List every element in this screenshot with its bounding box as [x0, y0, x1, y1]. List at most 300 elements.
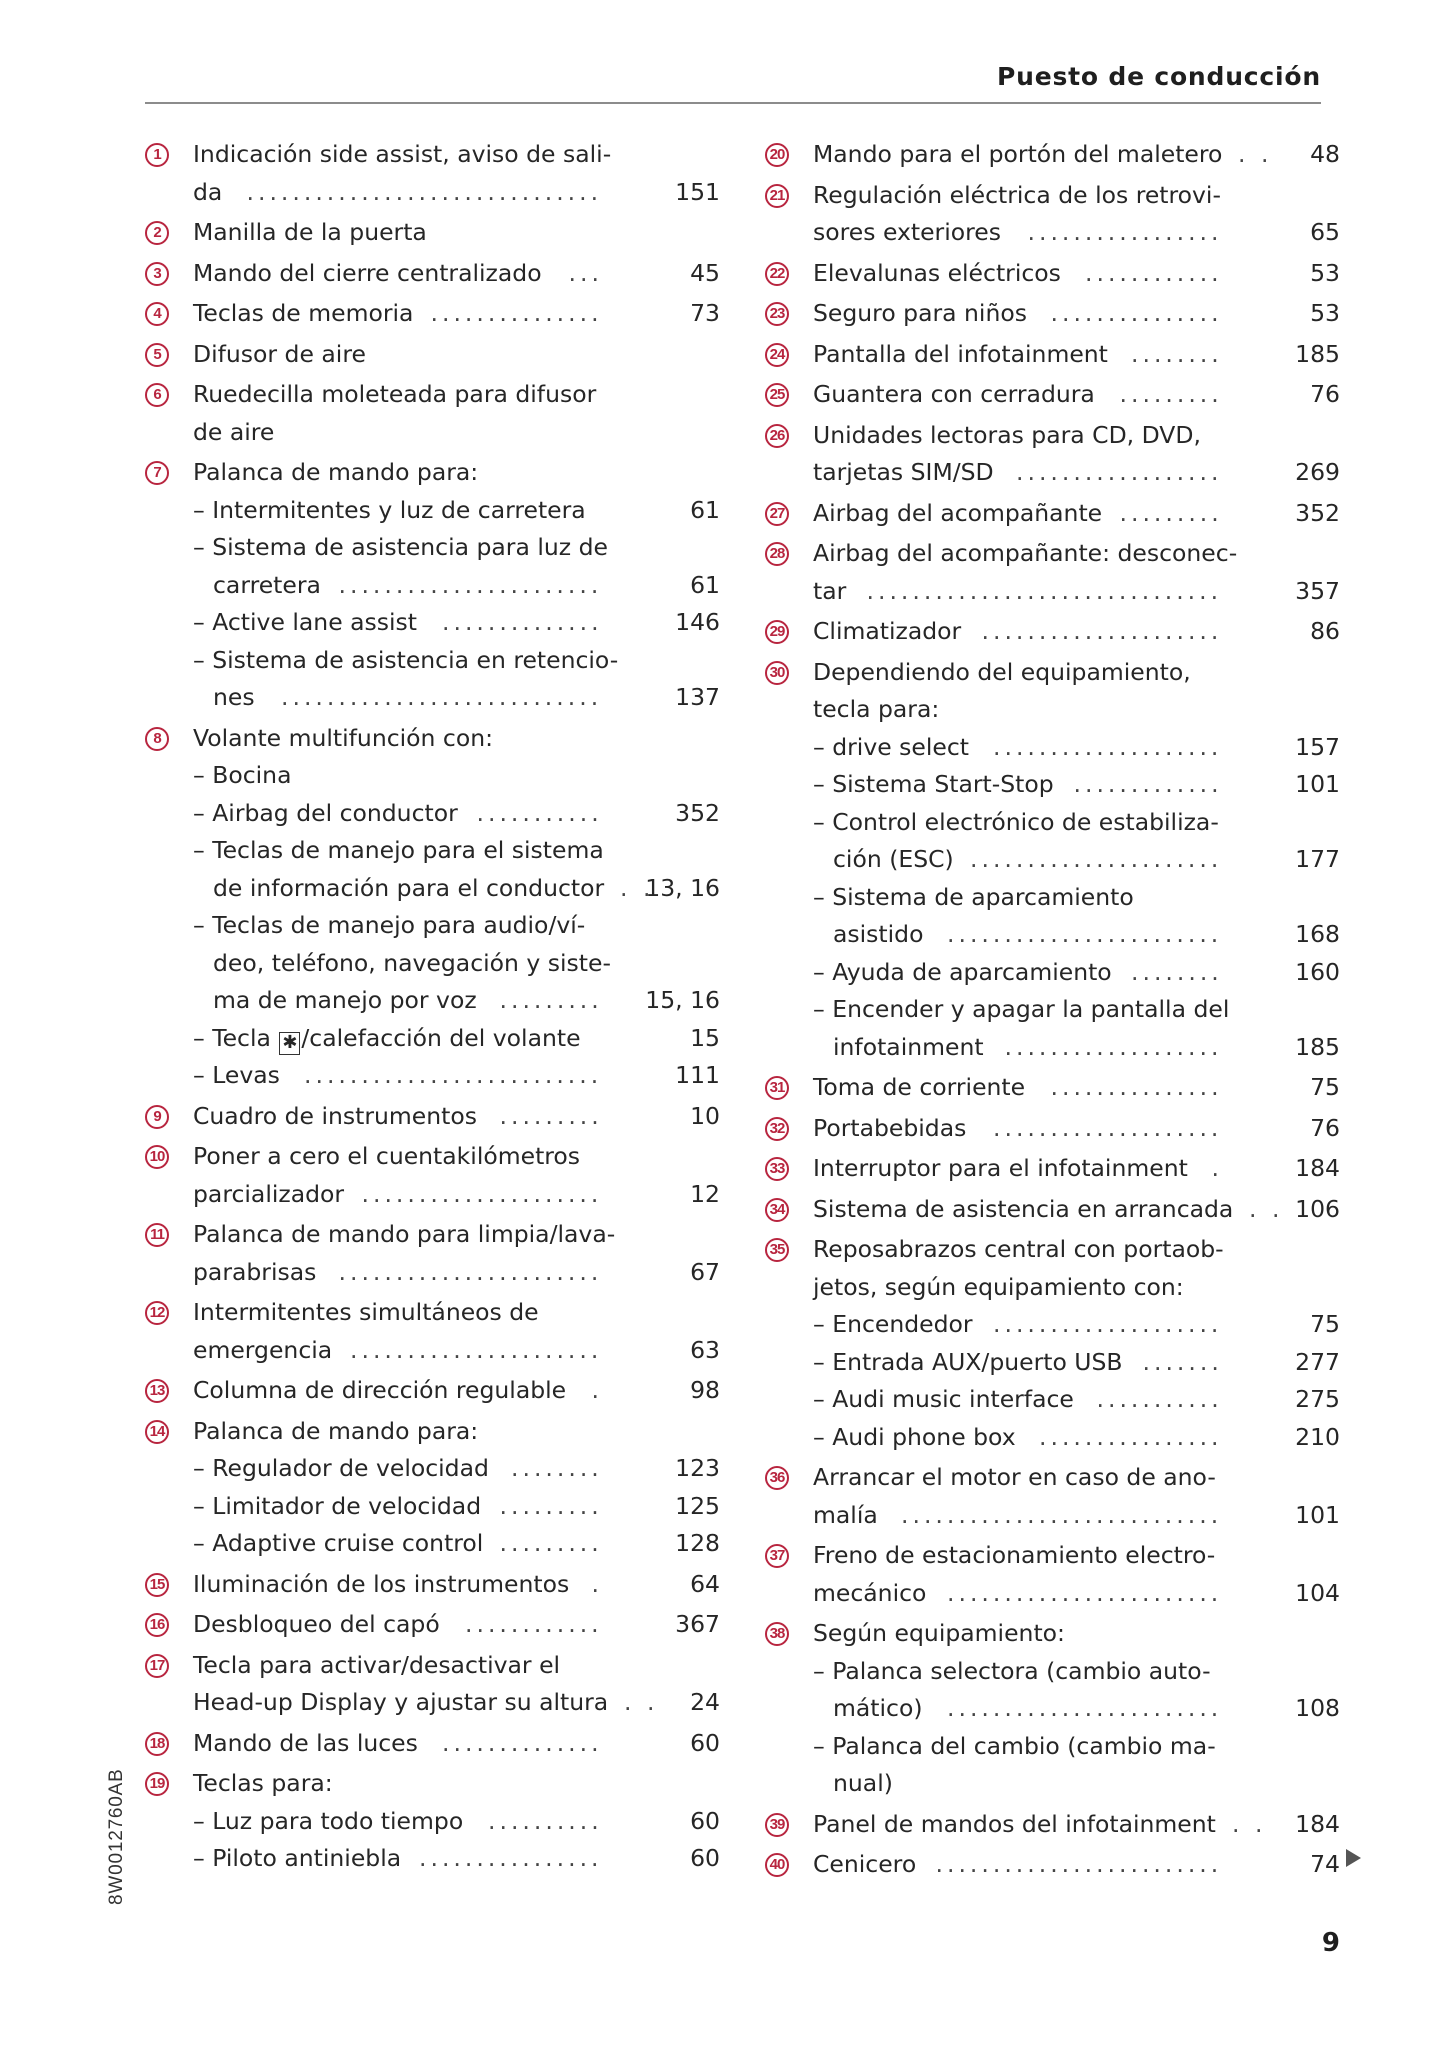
legend-subitem — [145, 1020, 720, 1058]
leader-dots: ............... — [1050, 299, 1223, 327]
legend-entry — [145, 136, 720, 211]
legend-entry — [145, 1566, 720, 1604]
legend-text: – Audi music interface — [813, 1385, 1074, 1413]
callout-number-badge: 24 — [765, 343, 789, 367]
legend-text: Palanca de mando para: — [193, 458, 479, 486]
page-reference: 86 — [1310, 617, 1340, 645]
legend-subitem — [145, 1450, 720, 1488]
legend-text: Dependiendo del equipamiento, — [813, 657, 1191, 686]
legend-entry — [145, 1413, 720, 1563]
legend-line — [765, 1575, 1340, 1613]
callout-number-badge: 19 — [145, 1772, 169, 1796]
legend-text: tarjetas SIM/SD — [813, 458, 994, 486]
callout-number-badge: 37 — [765, 1544, 789, 1568]
callout-number-badge: 9 — [145, 1105, 169, 1129]
legend-text: Arrancar el motor en caso de ano- — [813, 1463, 1216, 1491]
leader-dots: . — [591, 1569, 603, 1598]
legend-line — [765, 654, 1340, 692]
callout-number-badge: 12 — [145, 1301, 169, 1325]
legend-line — [765, 417, 1340, 455]
leader-dots: ........ — [511, 1454, 603, 1482]
legend-line — [145, 567, 720, 605]
legend-entry — [765, 295, 1340, 333]
legend-text: – Ayuda de aparcamiento — [813, 957, 1112, 986]
legend-line — [145, 1606, 720, 1644]
legend-text: infotainment — [833, 1032, 984, 1061]
legend-text: – Palanca selectora (cambio auto- — [813, 1656, 1211, 1685]
legend-line — [765, 295, 1340, 333]
legend-text: – Intermitentes y luz de carretera — [193, 495, 586, 524]
legend-line — [145, 255, 720, 293]
callout-number-badge: 3 — [145, 262, 169, 286]
page-reference: 277 — [1295, 1347, 1340, 1376]
page-reference: 10 — [690, 1101, 720, 1130]
legend-line — [765, 495, 1340, 533]
legend-line — [765, 1765, 1340, 1803]
header-rule — [145, 102, 1321, 104]
page-reference: 184 — [1295, 1809, 1340, 1838]
left-column-legend — [145, 136, 720, 1881]
callout-number-badge: 28 — [765, 542, 789, 566]
page-reference: 60 — [690, 1844, 720, 1872]
legend-subitem — [145, 604, 720, 642]
page-reference: 76 — [1310, 380, 1340, 408]
leader-dots: ............ — [1085, 258, 1223, 287]
document-code: 8W0012760AB — [106, 1768, 127, 1905]
page-reference: 104 — [1295, 1578, 1340, 1607]
legend-text: tecla para: — [813, 695, 940, 723]
legend-subitem — [765, 879, 1340, 917]
legend-line — [145, 982, 720, 1020]
legend-line — [145, 1098, 720, 1136]
legend-line — [765, 1846, 1340, 1884]
legend-line — [145, 720, 720, 758]
legend-text: Interruptor para el infotainment — [813, 1154, 1188, 1182]
leader-dots: ........... — [1096, 1385, 1223, 1413]
legend-text: – Audi phone box — [813, 1422, 1016, 1451]
legend-entry — [765, 1806, 1340, 1844]
page-number: 9 — [1321, 1928, 1340, 1958]
legend-entry — [765, 1191, 1340, 1229]
legend-subitem — [765, 804, 1340, 842]
page-reference: 73 — [690, 299, 720, 327]
legend-text: Mando de las luces — [193, 1728, 418, 1757]
leader-dots: . . — [620, 873, 655, 902]
leader-dots: ..................... — [361, 1179, 603, 1208]
legend-text: Manilla de la puerta — [193, 218, 427, 246]
page-reference: 151 — [675, 177, 720, 206]
callout-number-badge: 21 — [765, 184, 789, 208]
legend-entry — [765, 336, 1340, 374]
callout-number-badge: 31 — [765, 1076, 789, 1100]
legend-entry — [765, 177, 1340, 252]
legend-text: – Regulador de velocidad — [193, 1454, 489, 1482]
legend-text: – Sistema Start-Stop — [813, 770, 1054, 798]
legend-entry — [765, 654, 1340, 1067]
page-reference: 168 — [1295, 920, 1340, 948]
legend-text: Unidades lectoras para CD, DVD, — [813, 420, 1201, 449]
legend-line — [145, 1332, 720, 1370]
legend-entry — [145, 1725, 720, 1763]
legend-text: Teclas de memoria — [193, 299, 414, 327]
page-reference: 64 — [690, 1569, 720, 1598]
callout-number-badge: 29 — [765, 620, 789, 644]
page-reference: 357 — [1295, 576, 1340, 605]
legend-text: – Piloto antiniebla — [193, 1844, 402, 1872]
leader-dots: ................ — [419, 1844, 603, 1872]
callout-number-badge: 5 — [145, 343, 169, 367]
legend-text: Toma de corriente — [813, 1073, 1026, 1101]
callout-number-badge: 26 — [765, 424, 789, 448]
legend-text: Freno de estacionamiento electro- — [813, 1541, 1216, 1569]
callout-number-badge: 1 — [145, 143, 169, 167]
legend-entry — [765, 1069, 1340, 1107]
legend-text: Indicación side assist, aviso de sali- — [193, 140, 612, 168]
legend-text: – drive select — [813, 732, 969, 761]
page-header-title: Puesto de conducción — [996, 62, 1321, 91]
legend-line — [765, 454, 1340, 492]
continue-arrow-icon — [1346, 1849, 1361, 1867]
page-reference: 101 — [1295, 770, 1340, 798]
legend-text: Airbag del acompañante: desconec- — [813, 539, 1238, 567]
legend-text: – Encendedor — [813, 1310, 973, 1338]
legend-entry — [765, 1537, 1340, 1612]
legend-entry — [145, 1372, 720, 1410]
legend-text: Regulación eléctrica de los retrovi- — [813, 180, 1221, 209]
callout-number-badge: 27 — [765, 502, 789, 526]
leader-dots: ............... — [1050, 1073, 1223, 1101]
legend-text: Columna de dirección regulable — [193, 1376, 567, 1404]
leader-dots: .......... — [488, 1806, 603, 1835]
legend-entry — [765, 1615, 1340, 1803]
leader-dots: ............................ — [901, 1500, 1223, 1529]
legend-line — [765, 613, 1340, 651]
page-reference: 106 — [1295, 1194, 1340, 1223]
legend-line — [765, 177, 1340, 215]
legend-line — [145, 870, 720, 908]
legend-text: – Sistema de asistencia en retencio- — [193, 645, 619, 674]
callout-number-badge: 22 — [765, 262, 789, 286]
callout-number-badge: 2 — [145, 221, 169, 245]
legend-text: – Teclas de manejo para el sistema — [193, 836, 604, 864]
page-reference: 111 — [675, 1061, 720, 1089]
legend-text: – Bocina — [193, 761, 292, 789]
leader-dots: .............. — [442, 608, 603, 636]
legend-line — [765, 1110, 1340, 1148]
legend-subitem — [145, 832, 720, 870]
legend-text: malía — [813, 1500, 878, 1529]
callout-number-badge: 8 — [145, 727, 169, 751]
callout-number-badge: 40 — [765, 1853, 789, 1877]
legend-text: Panel de mandos del infotainment — [813, 1809, 1216, 1838]
leader-dots: . . — [1249, 1194, 1284, 1223]
callout-number-badge: 18 — [145, 1732, 169, 1756]
legend-text: da — [193, 177, 223, 206]
legend-subitem — [145, 1488, 720, 1526]
leader-dots: ............. — [1073, 770, 1223, 798]
legend-text: nes — [213, 683, 255, 711]
page-reference: 63 — [690, 1335, 720, 1364]
legend-entry — [145, 454, 720, 717]
legend-line — [145, 1216, 720, 1254]
legend-line — [145, 376, 720, 414]
page-reference: 123 — [675, 1454, 720, 1482]
legend-text: Difusor de aire — [193, 339, 366, 368]
legend-text: Desbloqueo del capó — [193, 1610, 440, 1638]
legend-text: Tecla para activar/desactivar el — [193, 1650, 561, 1679]
leader-dots: ......... — [1119, 498, 1223, 527]
legend-text: parabrisas — [193, 1257, 317, 1286]
callout-number-badge: 7 — [145, 461, 169, 485]
page-reference: 48 — [1310, 140, 1340, 168]
leader-dots: .................. — [1016, 458, 1223, 486]
legend-text: – Adaptive cruise control — [193, 1529, 484, 1557]
legend-text: – Sistema de aparcamiento — [813, 882, 1134, 911]
leader-dots: .................... — [993, 732, 1223, 761]
page-reference: 45 — [690, 258, 720, 287]
page-reference: 108 — [1295, 1694, 1340, 1722]
page-reference: 125 — [675, 1491, 720, 1520]
callout-number-badge: 33 — [765, 1157, 789, 1181]
legend-entry — [765, 136, 1340, 174]
callout-number-badge: 32 — [765, 1117, 789, 1141]
legend-entry — [145, 720, 720, 1095]
leader-dots: .................... — [993, 1113, 1223, 1142]
callout-number-badge: 15 — [145, 1573, 169, 1597]
legend-line — [765, 691, 1340, 729]
legend-subitem — [765, 1306, 1340, 1344]
legend-text: ción (ESC) — [833, 845, 954, 873]
leader-dots: ......... — [499, 1491, 603, 1520]
legend-text: – Airbag del conductor — [193, 798, 458, 827]
legend-line — [765, 535, 1340, 573]
legend-text: Airbag del acompañante — [813, 498, 1103, 527]
legend-line — [765, 336, 1340, 374]
legend-text: – Sistema de asistencia para luz de — [193, 533, 608, 561]
legend-line — [765, 916, 1340, 954]
legend-text: Cuadro de instrumentos — [193, 1101, 477, 1130]
legend-line — [765, 1537, 1340, 1575]
legend-text: Guantera con cerradura — [813, 380, 1095, 408]
callout-number-badge: 16 — [145, 1613, 169, 1637]
legend-text: carretera — [213, 570, 321, 599]
legend-entry — [145, 1647, 720, 1722]
legend-text: sores exteriores — [813, 218, 1001, 246]
legend-line — [765, 1150, 1340, 1188]
leader-dots: . . — [1232, 1809, 1267, 1838]
legend-entry — [145, 1138, 720, 1213]
legend-text: mático) — [833, 1694, 923, 1722]
legend-entry — [765, 417, 1340, 492]
legend-line — [145, 1684, 720, 1722]
callout-number-badge: 36 — [765, 1466, 789, 1490]
page-reference: 367 — [675, 1610, 720, 1638]
page-reference: 75 — [1310, 1073, 1340, 1101]
legend-subitem — [765, 1419, 1340, 1457]
page-reference: 352 — [675, 798, 720, 827]
leader-dots: ....................... — [338, 570, 603, 599]
legend-entry — [145, 1294, 720, 1369]
page-reference: 98 — [690, 1376, 720, 1404]
legend-line — [765, 1029, 1340, 1067]
legend-text: deo, teléfono, navegación y siste- — [213, 948, 611, 977]
page-reference: 184 — [1295, 1154, 1340, 1182]
legend-text: Según equipamiento: — [813, 1619, 1065, 1647]
leader-dots: ........ — [1131, 339, 1223, 368]
legend-text: emergencia — [193, 1335, 333, 1364]
leader-dots: ........ — [1131, 957, 1223, 986]
page-reference: 24 — [690, 1688, 720, 1716]
leader-dots: ......... — [499, 1529, 603, 1557]
leader-dots: ........... — [476, 798, 603, 827]
page-reference: 146 — [675, 608, 720, 636]
legend-subitem — [145, 529, 720, 567]
leader-dots: ............................ — [281, 683, 603, 711]
leader-dots: ............... — [430, 299, 603, 327]
legend-line — [765, 136, 1340, 174]
leader-dots: ......................... — [935, 1850, 1223, 1878]
legend-subitem — [765, 991, 1340, 1029]
page-reference: 185 — [1295, 1032, 1340, 1061]
callout-number-badge: 39 — [765, 1813, 789, 1837]
legend-text: Teclas para: — [193, 1769, 333, 1797]
legend-subitem — [765, 766, 1340, 804]
legend-text: Head-up Display y ajustar su altura — [193, 1688, 609, 1716]
legend-line — [145, 214, 720, 252]
leader-dots: ......... — [1119, 380, 1223, 408]
legend-text: Cenicero — [813, 1850, 917, 1878]
legend-entry — [765, 1150, 1340, 1188]
legend-text: – Limitador de velocidad — [193, 1491, 482, 1520]
leader-dots: .......................... — [304, 1061, 603, 1089]
legend-entry — [145, 255, 720, 293]
legend-line — [145, 945, 720, 983]
legend-text: nual) — [833, 1769, 893, 1797]
leader-dots: ......... — [499, 1101, 603, 1130]
page-reference: 15, 16 — [645, 986, 720, 1014]
callout-number-badge: 25 — [765, 383, 789, 407]
legend-line — [145, 679, 720, 717]
legend-subitem — [145, 795, 720, 833]
legend-line — [145, 1647, 720, 1685]
legend-text: Volante multifunción con: — [193, 723, 494, 752]
legend-subitem — [145, 492, 720, 530]
legend-entry — [145, 214, 720, 252]
legend-entry — [765, 376, 1340, 414]
page-reference: 157 — [1295, 732, 1340, 761]
legend-text: Iluminación de los instrumentos — [193, 1569, 570, 1598]
legend-text: Elevalunas eléctricos — [813, 258, 1061, 287]
leader-dots: ........................ — [947, 920, 1223, 948]
legend-text: – Levas — [193, 1061, 280, 1089]
page-reference: 53 — [1310, 299, 1340, 327]
legend-text: mecánico — [813, 1578, 927, 1607]
page-reference: 15 — [690, 1023, 720, 1052]
leader-dots: ................ — [1039, 1422, 1223, 1451]
legend-entry — [145, 1098, 720, 1136]
page-reference: 61 — [690, 495, 720, 524]
legend-subitem — [765, 1653, 1340, 1691]
legend-subitem — [145, 1803, 720, 1841]
callout-number-badge: 4 — [145, 302, 169, 326]
leader-dots: ...................... — [970, 845, 1223, 873]
right-column-legend — [765, 136, 1340, 1887]
page-reference: 275 — [1295, 1385, 1340, 1413]
leader-dots: . . — [624, 1688, 659, 1716]
legend-line — [145, 295, 720, 333]
legend-subitem — [765, 1381, 1340, 1419]
legend-subitem — [145, 907, 720, 945]
legend-subitem — [765, 954, 1340, 992]
page-reference: 137 — [675, 683, 720, 711]
legend-line — [145, 1725, 720, 1763]
legend-text: – Teclas de manejo para audio/ví- — [193, 911, 586, 939]
legend-text: Ruedecilla moleteada para difusor — [193, 380, 597, 408]
callout-number-badge: 20 — [765, 143, 789, 167]
page-reference: 13, 16 — [645, 873, 720, 902]
leader-dots: .............. — [442, 1728, 603, 1757]
legend-text: Palanca de mando para limpia/lava- — [193, 1220, 616, 1248]
legend-line — [145, 336, 720, 374]
legend-text: Climatizador — [813, 617, 962, 645]
legend-entry — [145, 295, 720, 333]
legend-line — [145, 1294, 720, 1332]
legend-text: de información para el conductor — [213, 873, 605, 902]
callout-number-badge: 14 — [145, 1420, 169, 1444]
legend-line — [765, 255, 1340, 293]
leader-dots: ....................... — [338, 1257, 603, 1286]
legend-line — [765, 1497, 1340, 1535]
legend-text: Intermitentes simultáneos de — [193, 1298, 539, 1326]
page-reference: 352 — [1295, 498, 1340, 527]
legend-text: jetos, según equipamiento con: — [813, 1272, 1184, 1301]
page-reference: 76 — [1310, 1113, 1340, 1142]
leader-dots: . — [591, 1376, 603, 1404]
legend-line — [145, 1372, 720, 1410]
leader-dots: ......... — [499, 986, 603, 1014]
legend-line — [765, 1615, 1340, 1653]
legend-text: de aire — [193, 417, 275, 446]
legend-entry — [145, 336, 720, 374]
legend-text: – Encender y apagar la pantalla del — [813, 995, 1230, 1023]
legend-line — [145, 454, 720, 492]
legend-text: Mando del cierre centralizado — [193, 258, 542, 287]
legend-line — [145, 1765, 720, 1803]
legend-text: Portabebidas — [813, 1113, 967, 1142]
legend-text-part: /calefacción del volante — [301, 1023, 581, 1052]
callout-number-badge: 10 — [145, 1145, 169, 1169]
page-reference: 12 — [690, 1179, 720, 1208]
legend-text: – Palanca del cambio (cambio ma- — [813, 1731, 1216, 1760]
legend-entry — [145, 376, 720, 451]
legend-entry — [765, 1459, 1340, 1534]
leader-dots: . — [1211, 1154, 1223, 1182]
page-reference: 269 — [1295, 458, 1340, 486]
legend-line — [145, 1413, 720, 1451]
leader-dots: ............ — [465, 1610, 603, 1638]
callout-number-badge: 11 — [145, 1223, 169, 1247]
legend-subitem — [765, 1728, 1340, 1766]
legend-text: ma de manejo por voz — [213, 986, 477, 1014]
leader-dots: ..................... — [981, 617, 1223, 645]
legend-entry — [145, 1765, 720, 1878]
callout-number-badge: 17 — [145, 1654, 169, 1678]
legend-line — [765, 376, 1340, 414]
legend-line — [145, 174, 720, 212]
legend-line — [765, 1459, 1340, 1497]
page-reference: 61 — [690, 570, 720, 599]
leader-dots: ............................... — [246, 177, 603, 206]
